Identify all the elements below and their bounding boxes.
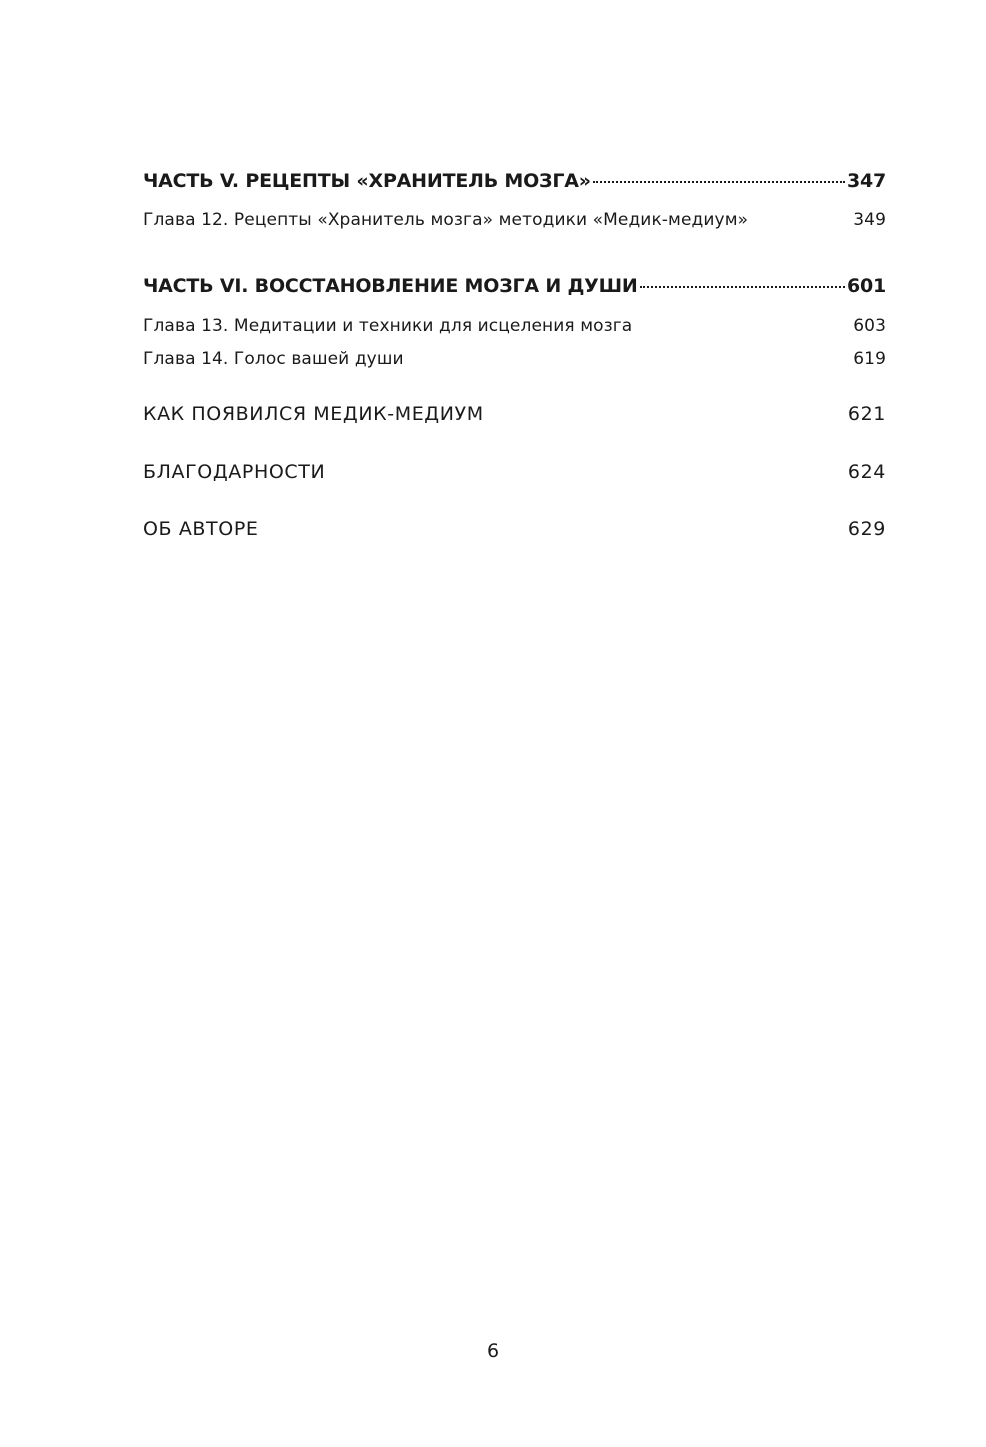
toc-entry-page: 601 (846, 275, 886, 297)
toc-entry-label: ОБ АВТОРЕ (143, 518, 259, 540)
toc-entry-label: Глава 13. Медитации и техники для исцеления мозга (143, 316, 633, 336)
dot-leader (593, 181, 845, 183)
toc-entry-page: 619 (853, 349, 886, 369)
dot-leader (640, 286, 845, 288)
toc-entry-label: БЛАГОДАРНОСТИ (143, 461, 326, 483)
toc-entry-label: Глава 12. Рецепты «Хранитель мозга» методики «Медик-медиум» (143, 210, 749, 230)
toc-chapter-14[interactable] (143, 349, 886, 369)
toc-part-v[interactable] (143, 170, 886, 192)
toc-chapter-13[interactable] (143, 316, 886, 336)
toc-chapter-12[interactable] (143, 210, 886, 230)
toc-entry-label: Глава 14. Голос вашей души (143, 349, 404, 369)
toc-thanks[interactable] (143, 461, 886, 483)
toc-about-author[interactable] (143, 518, 886, 540)
page-number: 6 (486, 1340, 500, 1362)
toc-entry-label: ЧАСТЬ VI. ВОССТАНОВЛЕНИЕ МОЗГА И ДУШИ (143, 275, 638, 297)
toc-entry-page: 624 (847, 461, 886, 483)
toc-entry-page: 629 (847, 518, 886, 540)
toc-how-it-began[interactable] (143, 403, 886, 425)
toc-entry-page: 603 (853, 316, 886, 336)
toc-entry-label: ЧАСТЬ V. РЕЦЕПТЫ «ХРАНИТЕЛЬ МОЗГА» (143, 170, 591, 192)
toc-part-vi[interactable] (143, 275, 886, 297)
toc-entry-page: 347 (846, 170, 886, 192)
toc-entry-page: 621 (847, 403, 886, 425)
toc-entry-label: КАК ПОЯВИЛСЯ МЕДИК-МЕДИУМ (143, 403, 484, 425)
toc-entry-page: 349 (853, 210, 886, 230)
